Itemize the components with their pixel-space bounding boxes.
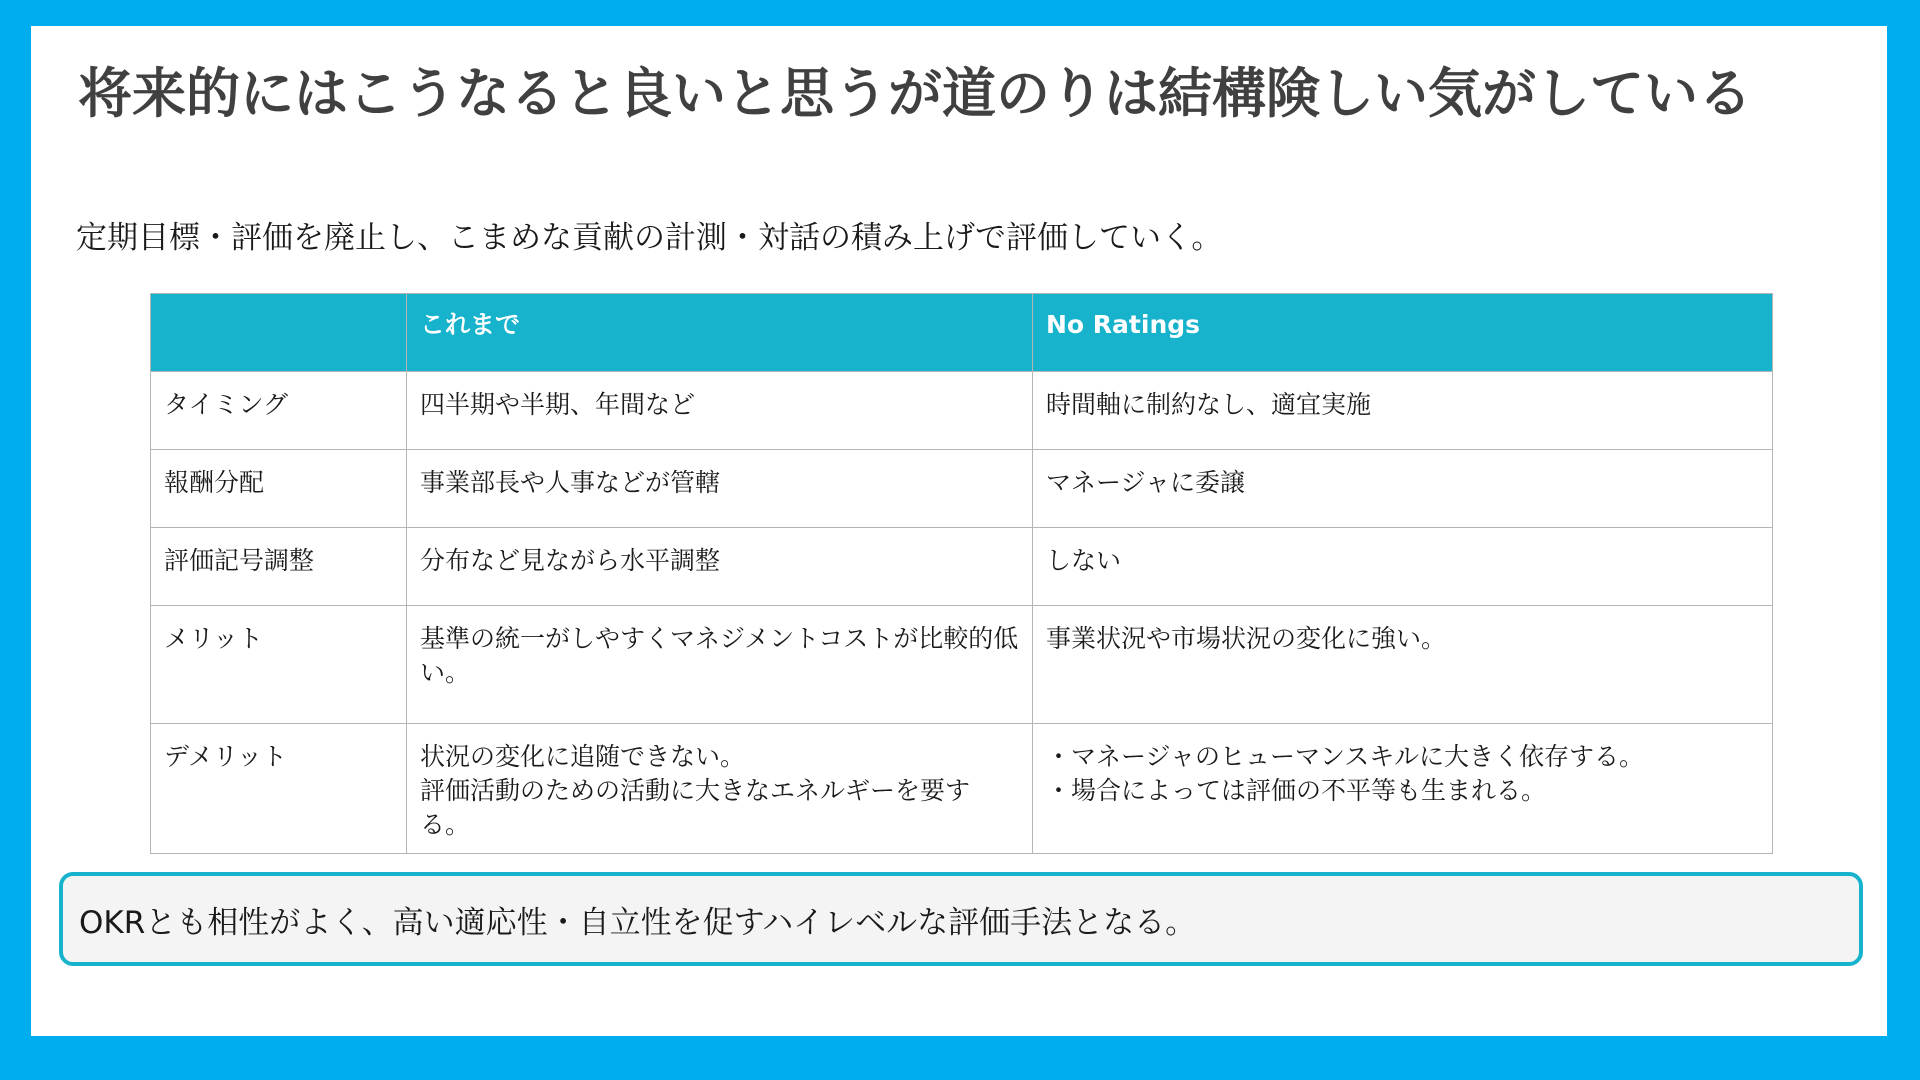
table-header-after: No Ratings — [1033, 294, 1773, 372]
cell-line: ・場合によっては評価の不平等も生まれる。 — [1046, 776, 1547, 805]
cell-after: マネージャに委譲 — [1033, 450, 1773, 528]
cell-before: 分布など見ながら水平調整 — [407, 528, 1033, 606]
table-header-row — [151, 294, 1773, 372]
table-row — [151, 724, 1773, 854]
cell-line: 評価活動のための活動に大きなエネルギーを要する。 — [420, 776, 971, 839]
cell-after — [1033, 724, 1773, 854]
page-subtitle: 定期目標・評価を廃止し、こまめな貢献の計測・対話の積み上げで評価していく。 — [76, 220, 1223, 256]
table-row — [151, 606, 1773, 724]
cell-before: 事業部長や人事などが管轄 — [407, 450, 1033, 528]
cell-line: ・マネージャのヒューマンスキルに大きく依存する。 — [1046, 742, 1645, 771]
row-label: デメリット — [151, 724, 407, 854]
table-row — [151, 450, 1773, 528]
cell-after: しない — [1033, 528, 1773, 606]
row-label: 報酬分配 — [151, 450, 407, 528]
table-header-corner — [151, 294, 407, 372]
cell-before: 基準の統一がしやすくマネジメントコストが比較的低い。 — [407, 606, 1033, 724]
row-label: 評価記号調整 — [151, 528, 407, 606]
comparison-table — [150, 293, 1773, 854]
cell-before — [407, 724, 1033, 854]
cell-after: 事業状況や市場状況の変化に強い。 — [1033, 606, 1773, 724]
row-label: タイミング — [151, 372, 407, 450]
summary-text: OKRとも相性がよく、高い適応性・自立性を促すハイレベルな評価手法となる。 — [79, 904, 1197, 941]
table-row — [151, 372, 1773, 450]
cell-line: 状況の変化に追随できない。 — [420, 742, 746, 771]
row-label: メリット — [151, 606, 407, 724]
cell-after: 時間軸に制約なし、適宜実施 — [1033, 372, 1773, 450]
summary-box — [59, 872, 1863, 966]
table-header-before: これまで — [407, 294, 1033, 372]
cell-before: 四半期や半期、年間など — [407, 372, 1033, 450]
slide — [31, 26, 1887, 1036]
table-row — [151, 528, 1773, 606]
page-title: 将来的にはこうなると良いと思うが道のりは結構険しい気がしている — [78, 62, 1752, 125]
